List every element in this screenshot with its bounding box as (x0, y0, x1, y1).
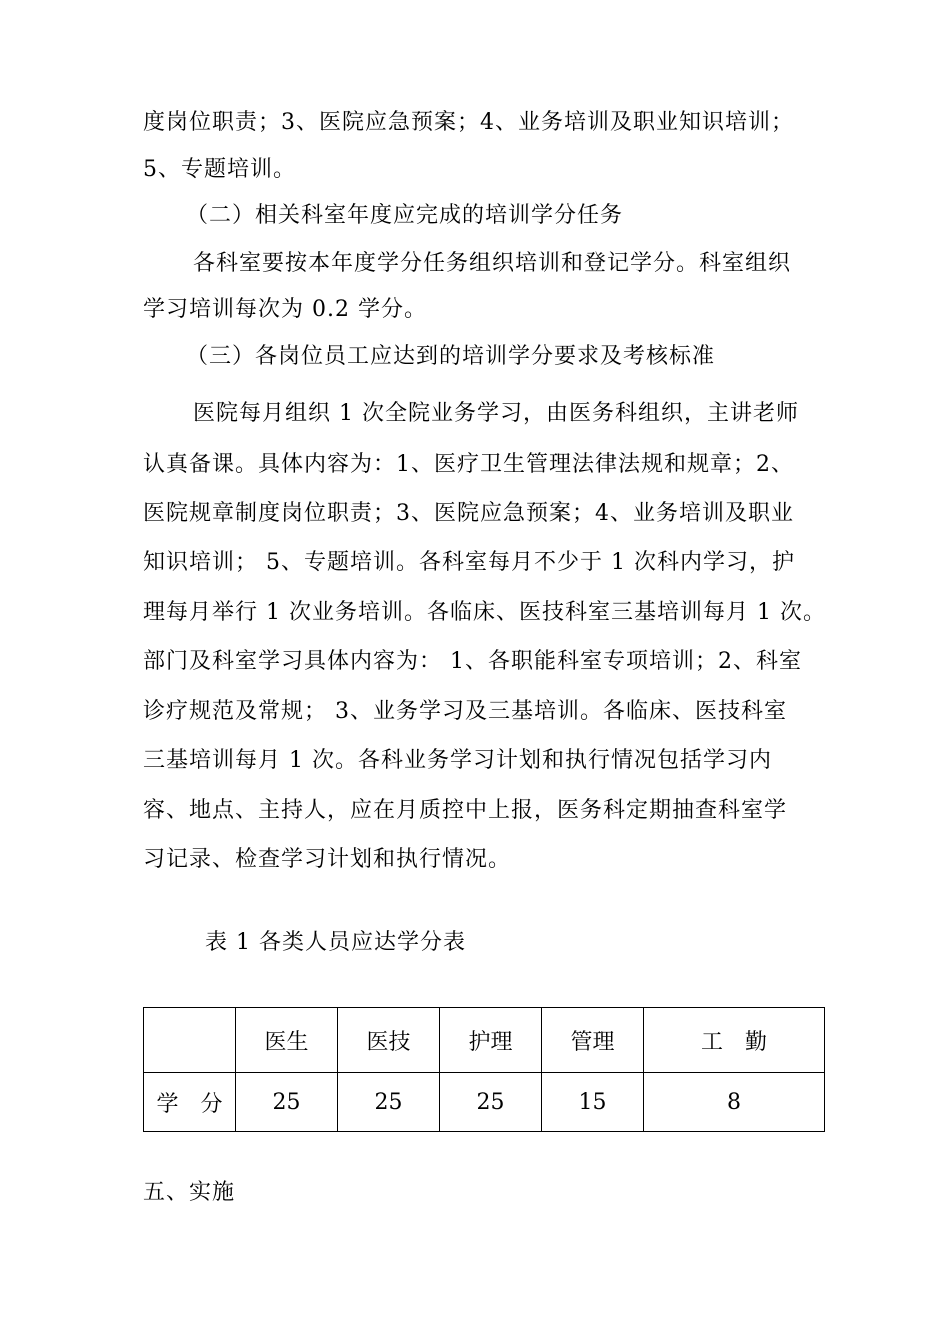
paragraph-line: 部门及科室学习具体内容为： 1、各职能科室专项培训；2、科室 (143, 649, 802, 674)
paragraph-line: 医院规章制度岗位职责；3、医院应急预案；4、业务培训及职业 (143, 501, 794, 526)
paragraph-line: 学习培训每次为 0.2 学分。 (143, 297, 427, 322)
section-heading: （二）相关科室年度应完成的培训学分任务 (186, 203, 624, 228)
paragraph-line: 认真备课。具体内容为：1、医疗卫生管理法律法规和规章；2、 (143, 452, 794, 477)
table-header-cell: 工 勤 (644, 1008, 825, 1073)
table-cell: 25 (236, 1073, 338, 1132)
table-cell: 25 (440, 1073, 542, 1132)
credits-table (143, 1007, 825, 1132)
table-header-cell: 管理 (542, 1008, 644, 1073)
paragraph-line: 习记录、检查学习计划和执行情况。 (143, 847, 512, 872)
paragraph-line: 容、地点、主持人，应在月质控中上报，医务科定期抽查科室学 (143, 798, 788, 823)
section-heading: （三）各岗位员工应达到的培训学分要求及考核标准 (186, 344, 716, 369)
table-cell: 25 (338, 1073, 440, 1132)
paragraph-line: 理每月举行 1 次业务培训。各临床、医技科室三基培训每月 1 次。 (143, 600, 826, 625)
table-header-cell: 护理 (440, 1008, 542, 1073)
paragraph-line: 知识培训； 5、专题培训。各科室每月不少于 1 次科内学习，护 (143, 550, 795, 575)
paragraph-line: 三基培训每月 1 次。各科业务学习计划和执行情况包括学习内 (143, 748, 772, 773)
paragraph-line: 5、专题培训。 (143, 157, 296, 182)
table-header-cell: 医技 (338, 1008, 440, 1073)
paragraph-line: 诊疗规范及常规； 3、业务学习及三基培训。各临床、医技科室 (143, 699, 787, 724)
table-row (144, 1073, 825, 1132)
paragraph-line: 度岗位职责；3、医院应急预案；4、业务培训及职业知识培训； (143, 110, 794, 135)
table-cell: 8 (644, 1073, 825, 1132)
paragraph-line: 各科室要按本年度学分任务组织培训和登记学分。科室组织 (193, 251, 792, 276)
table-caption: 表 1 各类人员应达学分表 (205, 930, 466, 955)
table-row-label: 学 分 (144, 1073, 236, 1132)
table-cell: 15 (542, 1073, 644, 1132)
table-header-cell (144, 1008, 236, 1073)
table-header-row (144, 1008, 825, 1073)
section-title: 五、实施 (143, 1180, 236, 1205)
table-header-cell: 医生 (236, 1008, 338, 1073)
paragraph-line: 医院每月组织 1 次全院业务学习，由医务科组织，主讲老师 (193, 401, 799, 426)
